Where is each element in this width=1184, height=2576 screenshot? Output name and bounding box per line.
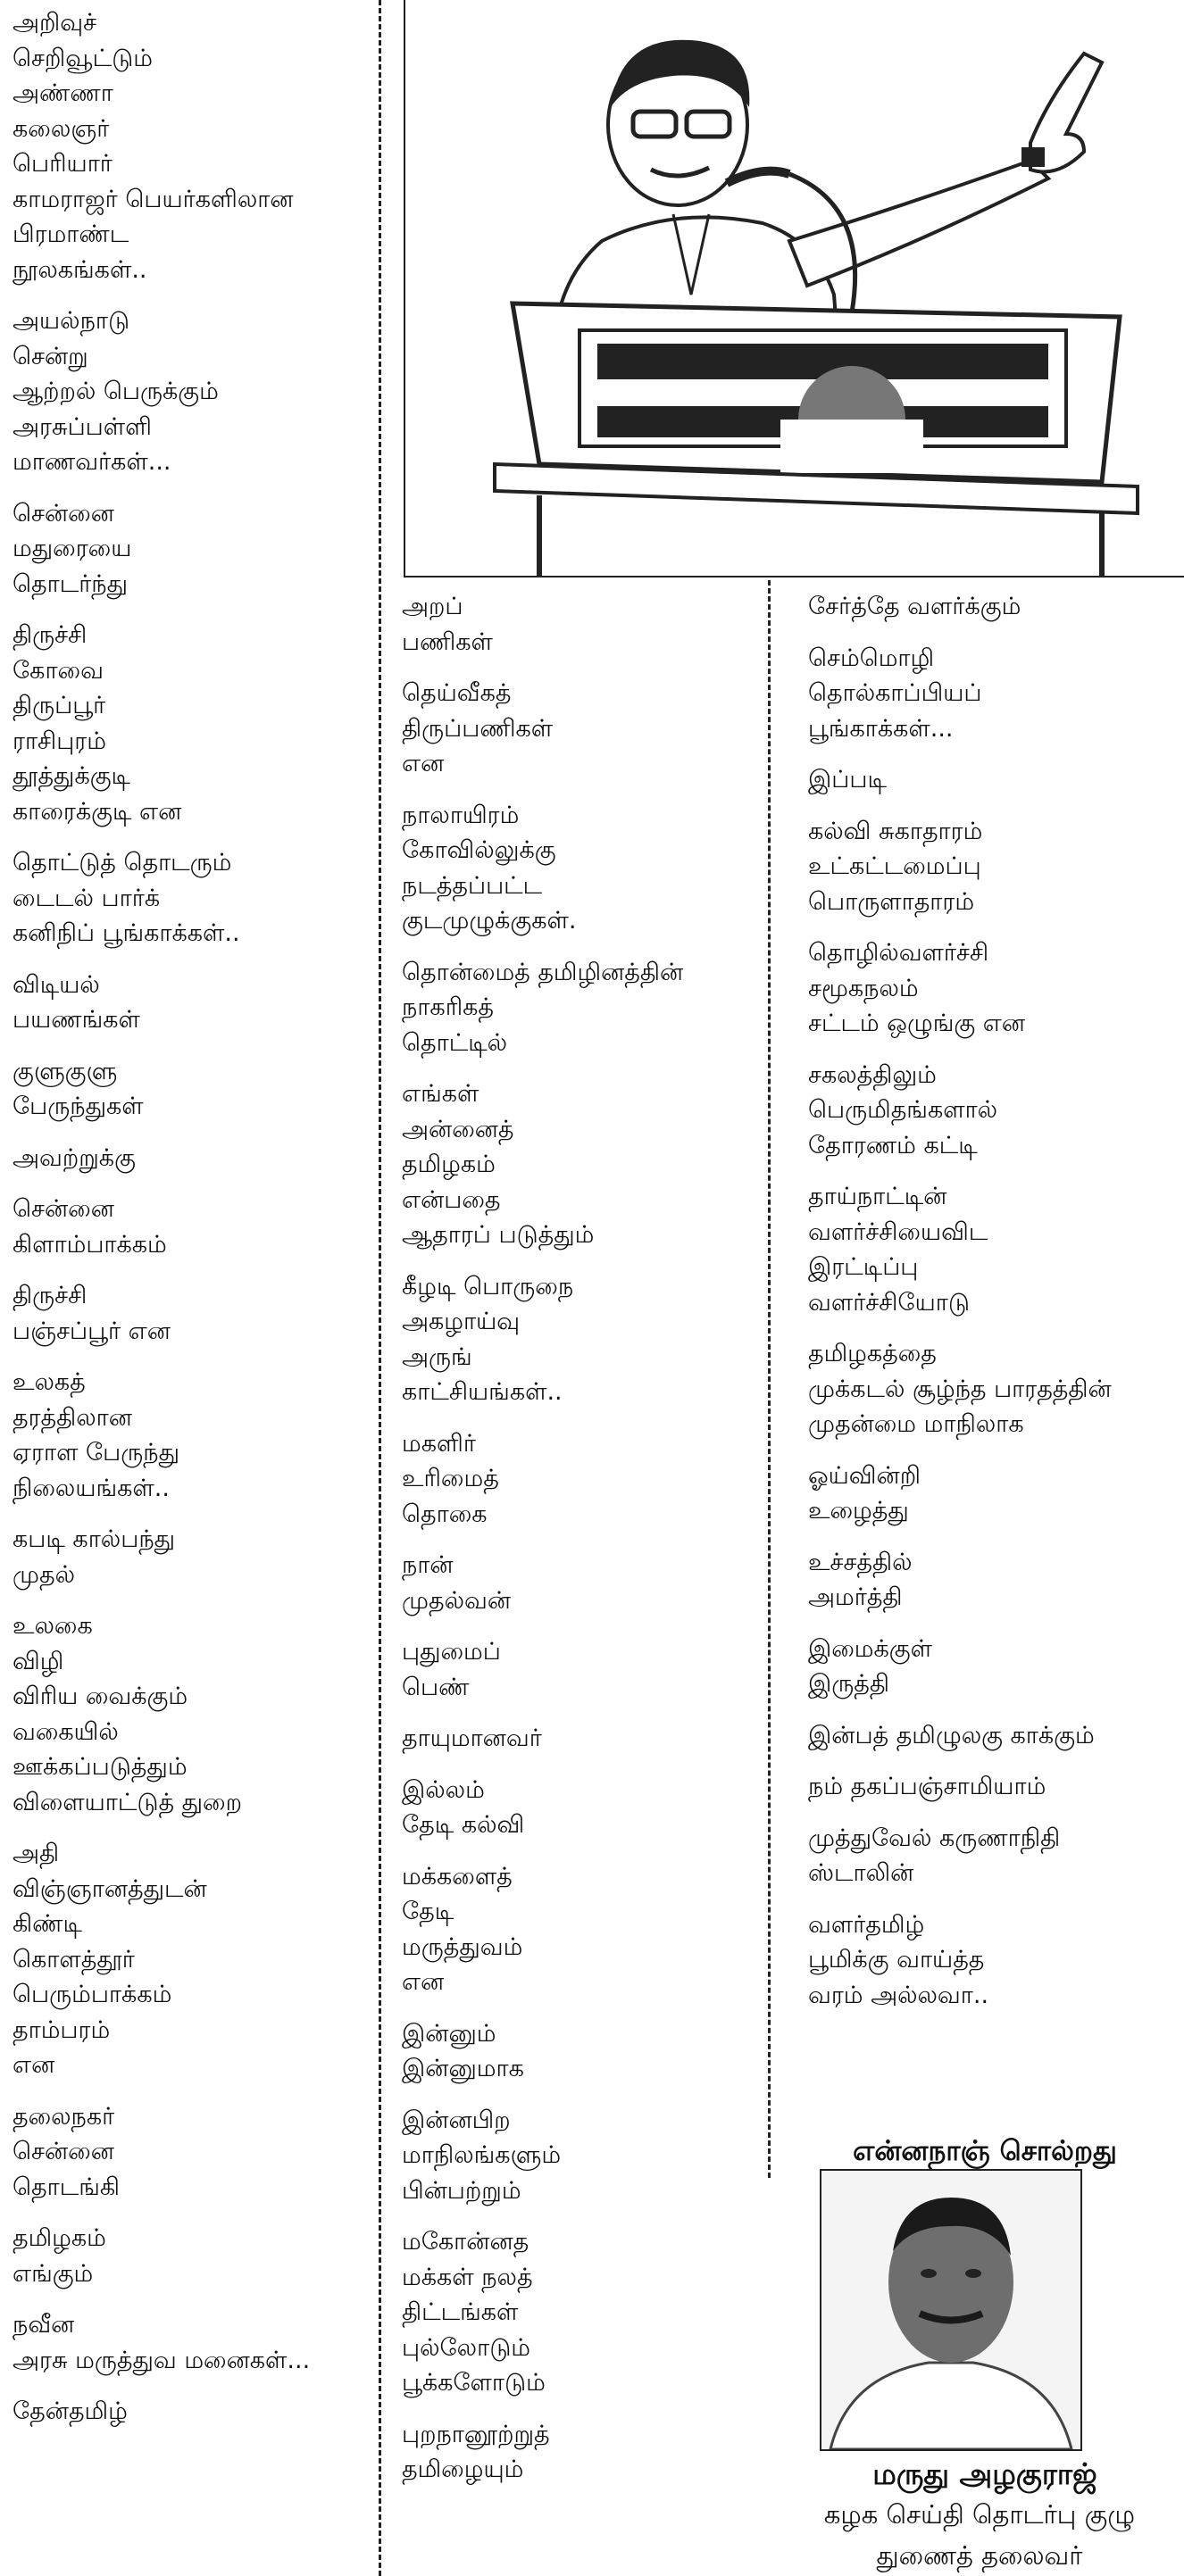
poem-line: தோரணம் கட்டி: [808, 1131, 978, 1159]
poem-stanza: [402, 589, 683, 660]
poem-line: இருத்தி: [808, 1670, 889, 1698]
poem-stanza: [13, 496, 310, 602]
poem-line: தொன்மைத் தமிழினத்தின்: [402, 958, 684, 986]
poem-line: கனிநிப் பூங்காக்கள்..: [13, 919, 240, 947]
poem-stanza: [402, 1548, 683, 1618]
poem-line: தொகை: [402, 1500, 488, 1528]
poem-stanza: [13, 845, 310, 951]
poem-line: நாலாயிரம்: [402, 801, 520, 829]
poem-line: அகழாய்வு: [402, 1308, 521, 1335]
poem-stanza: [808, 762, 1112, 798]
poem-line: அன்னைத்: [402, 1115, 514, 1143]
poem-stanza: [402, 2417, 683, 2488]
poem-line: பூமிக்கு வாய்த்த: [808, 1946, 985, 1974]
poem-line: முத்துவேல் கருணாநிதி: [808, 1824, 1061, 1852]
poem-line: அதி: [13, 1840, 60, 1867]
poem-line: விஞ்ஞானத்துடன்: [13, 1874, 207, 1903]
poem-line: தேன்தமிழ்: [13, 2397, 128, 2425]
author-role-line-1: கழக செய்தி தொடர்பு குழு: [823, 2499, 1136, 2530]
poem-line: பொருளாதாரம்: [808, 887, 975, 916]
poem-line: மக்கள் நலத்: [402, 2263, 533, 2291]
poem-line: திருச்சி: [13, 621, 88, 649]
poem-column-1: [13, 5, 310, 2446]
poem-line: காரைக்குடி என: [13, 797, 182, 826]
poem-line: தூத்துக்குடி: [13, 762, 131, 790]
poem-line: ஸ்டாலின்: [808, 1859, 914, 1887]
poem-line: விரிய வைக்கும்: [13, 1683, 188, 1710]
poem-stanza: [13, 1141, 310, 1176]
poem-line: மாணவர்கள்...: [13, 448, 171, 476]
poem-line: புதுமைப்: [402, 1638, 501, 1666]
poem-stanza: [13, 303, 310, 480]
column-title: என்னநாஞ் சொல்றது: [853, 2135, 1117, 2167]
poem-stanza: [13, 2307, 310, 2378]
poem-line: மகோன்னத: [402, 2228, 529, 2256]
poem-line: கோவை: [13, 656, 104, 685]
poem-line: சென்று: [13, 342, 88, 370]
poem-line: பெரும்பாக்கம்: [13, 1981, 172, 2008]
poem-stanza: [402, 798, 683, 939]
poem-line: ஆதாரப் படுத்தும்: [402, 1221, 595, 1249]
poem-line: சகலத்திலும்: [808, 1060, 937, 1089]
poem-line: அரசுப்பள்ளி: [13, 412, 152, 441]
poem-line: செம்மொழி: [808, 644, 935, 672]
poem-line: மகளிர்: [402, 1429, 476, 1458]
poem-line: நவீன: [13, 2311, 75, 2339]
poem-line: அரசு மருத்துவ மனைகள்...: [13, 2346, 311, 2374]
poem-line: முதல்வன்: [402, 1586, 512, 1615]
poem-line: நாகரிகத்: [402, 993, 494, 1021]
poem-line: காமராஜர் பெயர்களிலான: [13, 185, 294, 213]
poem-line: தொட்டில்: [402, 1028, 508, 1057]
poem-line: மருத்துவம்: [402, 1932, 523, 1961]
poem-line: ஓய்வின்றி: [808, 1461, 921, 1490]
poem-stanza: [402, 2224, 683, 2401]
poem-line: பெரியார்: [13, 150, 113, 178]
poem-line: பணிகள்: [402, 627, 493, 656]
poem-line: தொழில்வளர்ச்சி: [808, 939, 989, 967]
column-divider-right: [768, 580, 771, 2178]
poem-line: தமிழையும்: [402, 2456, 524, 2483]
poem-line: அவற்றுக்கு: [13, 1143, 136, 1172]
poem-line: வரம் அல்லவா..: [808, 1981, 989, 2009]
poem-line: உலகை: [13, 1612, 93, 1640]
poem-stanza: [808, 1179, 1112, 1320]
poem-line: வளர்தமிழ்: [808, 1910, 925, 1939]
poem-line: வளர்ச்சியைவிட: [808, 1217, 988, 1246]
poem-line: தமிழகம்: [402, 1151, 496, 1178]
poem-line: தொட்டுத் தொடரும்: [13, 849, 232, 877]
poem-stanza: [13, 1608, 310, 1820]
poem-line: சென்னை: [13, 2138, 114, 2165]
poem-stanza: [402, 1634, 683, 1705]
poem-line: தரத்திலான: [13, 1403, 132, 1432]
poem-line: பின்பற்றும்: [402, 2176, 521, 2205]
poem-line: இரட்டிப்பு: [808, 1253, 919, 1281]
poem-line: தேடி கல்வி: [402, 1811, 525, 1839]
speaker-illustration: [404, 0, 1184, 578]
poem-stanza: [402, 1773, 683, 1843]
column-divider-left: [379, 0, 381, 2576]
poem-line: புறநானூற்றுத்: [402, 2420, 550, 2448]
poem-line: பேருந்துகள்: [13, 1093, 144, 1120]
poem-stanza: [808, 1718, 1112, 1754]
poem-line: இன்னபிற: [402, 2106, 511, 2134]
poem-stanza: [402, 1269, 683, 1410]
poem-line: தாய்நாட்டின்: [808, 1183, 947, 1210]
poem-line: கபடி கால்பந்து: [13, 1525, 176, 1553]
poem-line: தமிழகம்: [13, 2224, 106, 2252]
poem-line: முதல்: [13, 1560, 75, 1589]
poem-line: தமிழகத்தை: [808, 1340, 937, 1367]
poem-line: ஆற்றல் பெருக்கும்: [13, 378, 219, 405]
poem-line: சமூகநலம்: [808, 974, 919, 1002]
author-portrait: [820, 2169, 1082, 2451]
poem-line: இப்படி: [808, 766, 887, 794]
poem-stanza: [13, 1054, 310, 1125]
poem-stanza: [13, 1278, 310, 1349]
poem-stanza: [402, 1721, 683, 1757]
poem-line: நம் தகப்பஞ்சாமியாம்: [808, 1773, 1046, 1800]
poem-line: கிளாம்பாக்கம்: [13, 1230, 167, 1259]
poem-stanza: [402, 955, 683, 1061]
poem-line: அறிவுச்: [13, 9, 97, 37]
poem-line: பூக்களோடும்: [402, 2369, 546, 2397]
poem-line: உழைத்து: [808, 1497, 909, 1525]
poem-stanza: [13, 1836, 310, 2083]
poem-line: கொளத்தூர்: [13, 1945, 135, 1974]
poem-column-2: [402, 589, 683, 2504]
poem-line: பெருமிதங்களால்: [808, 1096, 998, 1124]
poem-line: எங்கும்: [13, 2259, 94, 2288]
poem-stanza: [808, 589, 1112, 625]
poem-line: விளையாட்டுத் துறை: [13, 1788, 242, 1816]
poem-line: தெய்வீகத்: [402, 679, 512, 707]
poem-line: எங்கள்: [402, 1080, 479, 1108]
poem-stanza: [808, 1545, 1112, 1616]
poem-line: கலைஞர்: [13, 114, 110, 143]
poem-line: அண்ணா: [13, 79, 113, 107]
poem-line: அறப்: [402, 593, 463, 620]
poem-line: திருப்பூர்: [13, 692, 106, 719]
poem-line: புல்லோடும்: [402, 2333, 531, 2362]
poem-line: இன்னும்: [402, 2019, 496, 2048]
poem-line: உட்கட்டமைப்பு: [808, 852, 981, 880]
poem-line: தொடங்கி: [13, 2173, 120, 2201]
poem-line: உச்சத்தில்: [808, 1548, 913, 1576]
poem-line: என: [13, 2051, 55, 2079]
poem-line: நான்: [402, 1551, 454, 1579]
poem-line: பஞ்சப்பூர் என: [13, 1317, 171, 1345]
poem-line: உரிமைத்: [402, 1465, 499, 1492]
poem-stanza: [13, 1522, 310, 1592]
poem-line: விடியல்: [13, 970, 100, 999]
poem-stanza: [13, 1365, 310, 1506]
poem-line: முதன்மை மாநிலாக: [808, 1410, 1024, 1438]
poem-stanza: [402, 1426, 683, 1533]
poem-line: பயணங்கள்: [13, 1006, 140, 1034]
poem-line: மாநிலங்களும்: [402, 2141, 562, 2169]
poem-line: தலைநகர்: [13, 2102, 115, 2131]
poem-line: சென்னை: [13, 499, 114, 528]
poem-stanza: [808, 1058, 1112, 1164]
poem-stanza: [13, 5, 310, 287]
poem-line: தேடி: [402, 1898, 454, 1925]
author-role-line-2: துணைத் தலைவர்: [876, 2540, 1083, 2571]
poem-line: இல்லம்: [402, 1775, 485, 1804]
poem-line: கல்வி சுகாதாரம்: [808, 817, 983, 845]
poem-stanza: [13, 618, 310, 829]
poem-stanza: [808, 814, 1112, 920]
poem-line: முக்கடல் சூழ்ந்த பாரதத்தின்: [808, 1375, 1112, 1403]
poem-line: என: [402, 1968, 445, 1996]
poem-stanza: [808, 1632, 1112, 1702]
poem-stanza: [13, 2221, 310, 2291]
poem-line: இன்பத் தமிழுலகு காக்கும்: [808, 1721, 1095, 1749]
poem-line: என்பதை: [402, 1185, 501, 1214]
poem-stanza: [13, 2099, 310, 2206]
poem-line: சேர்த்தே வளர்க்கும்: [808, 593, 1021, 620]
poem-line: சட்டம் ஒழுங்கு என: [808, 1010, 1026, 1037]
poem-line: காட்சியங்கள்..: [402, 1378, 563, 1406]
poem-stanza: [13, 2394, 310, 2430]
poem-line: மக்களைத்: [402, 1862, 513, 1890]
author-name: மருது அழகுராஜ்: [872, 2456, 1097, 2491]
poem-line: வகையில்: [13, 1717, 119, 1746]
poem-line: பிரமாண்ட: [13, 220, 129, 248]
poem-line: விழி: [13, 1647, 64, 1675]
poem-line: திருச்சி: [13, 1282, 88, 1309]
poem-line: அயல்நாடு: [13, 307, 130, 335]
poem-line: நூலகங்கள்..: [13, 255, 147, 284]
poem-line: சென்னை: [13, 1195, 114, 1223]
poem-line: தாயுமானவர்: [402, 1724, 542, 1752]
poem-stanza: [402, 2103, 683, 2209]
poem-line: அருங்: [402, 1342, 472, 1371]
poem-stanza: [402, 676, 683, 782]
poem-line: கிண்டி: [13, 1910, 82, 1938]
poem-line: பெண்: [402, 1673, 470, 1701]
poem-line: என: [402, 750, 445, 777]
poem-line: திட்டங்கள்: [402, 2298, 519, 2326]
poem-line: மதுரையை: [13, 535, 132, 562]
poem-line: அமர்த்தி: [808, 1583, 903, 1611]
poem-stanza: [808, 1336, 1112, 1442]
poem-stanza: [808, 935, 1112, 1042]
poem-line: தொடர்ந்து: [13, 569, 129, 598]
poem-line: குடமுழுக்குகள்.: [402, 907, 577, 935]
poem-line: உலகத்: [13, 1368, 86, 1396]
poem-line: ஏராள பேருந்து: [13, 1439, 180, 1467]
poem-line: தொல்காப்பியப்: [808, 679, 982, 707]
poem-line: கீழடி பொருநை: [402, 1272, 574, 1300]
poem-stanza: [402, 2016, 683, 2087]
poem-line: நடத்தப்பட்ட: [402, 871, 543, 900]
speaker-at-podium-image: [405, 0, 1184, 576]
poem-stanza: [13, 968, 310, 1038]
poem-stanza: [808, 1821, 1112, 1891]
poem-line: பூங்காக்கள்...: [808, 714, 954, 743]
poem-line: தாம்பரம்: [13, 2015, 111, 2044]
poem-stanza: [808, 1907, 1112, 2014]
poem-line: திருப்பணிகள்: [402, 714, 554, 743]
poem-line: குளுகுளு: [13, 1057, 118, 1085]
poem-line: கோவில்லுக்கு: [402, 836, 556, 864]
poem-line: செறிவூட்டும்: [13, 44, 153, 72]
poem-line: இமைக்குள்: [808, 1634, 933, 1663]
poem-stanza: [402, 1076, 683, 1253]
poem-line: ஊக்கப்படுத்தும்: [13, 1753, 188, 1781]
poem-line: இன்னுமாக: [402, 2055, 524, 2082]
poem-stanza: [13, 1192, 310, 1262]
poem-stanza: [808, 1458, 1112, 1529]
poem-column-3: [808, 589, 1112, 2029]
poem-line: டைடல் பார்க்: [13, 884, 161, 912]
author-portrait-image: [821, 2171, 1080, 2449]
poem-line: வளர்ச்சியோடு: [808, 1288, 970, 1317]
poem-line: நிலையங்கள்..: [13, 1474, 170, 1502]
poem-stanza: [808, 1769, 1112, 1805]
poem-stanza: [402, 1859, 683, 2000]
poem-line: ராசிபுரம்: [13, 727, 106, 755]
poem-stanza: [808, 641, 1112, 747]
